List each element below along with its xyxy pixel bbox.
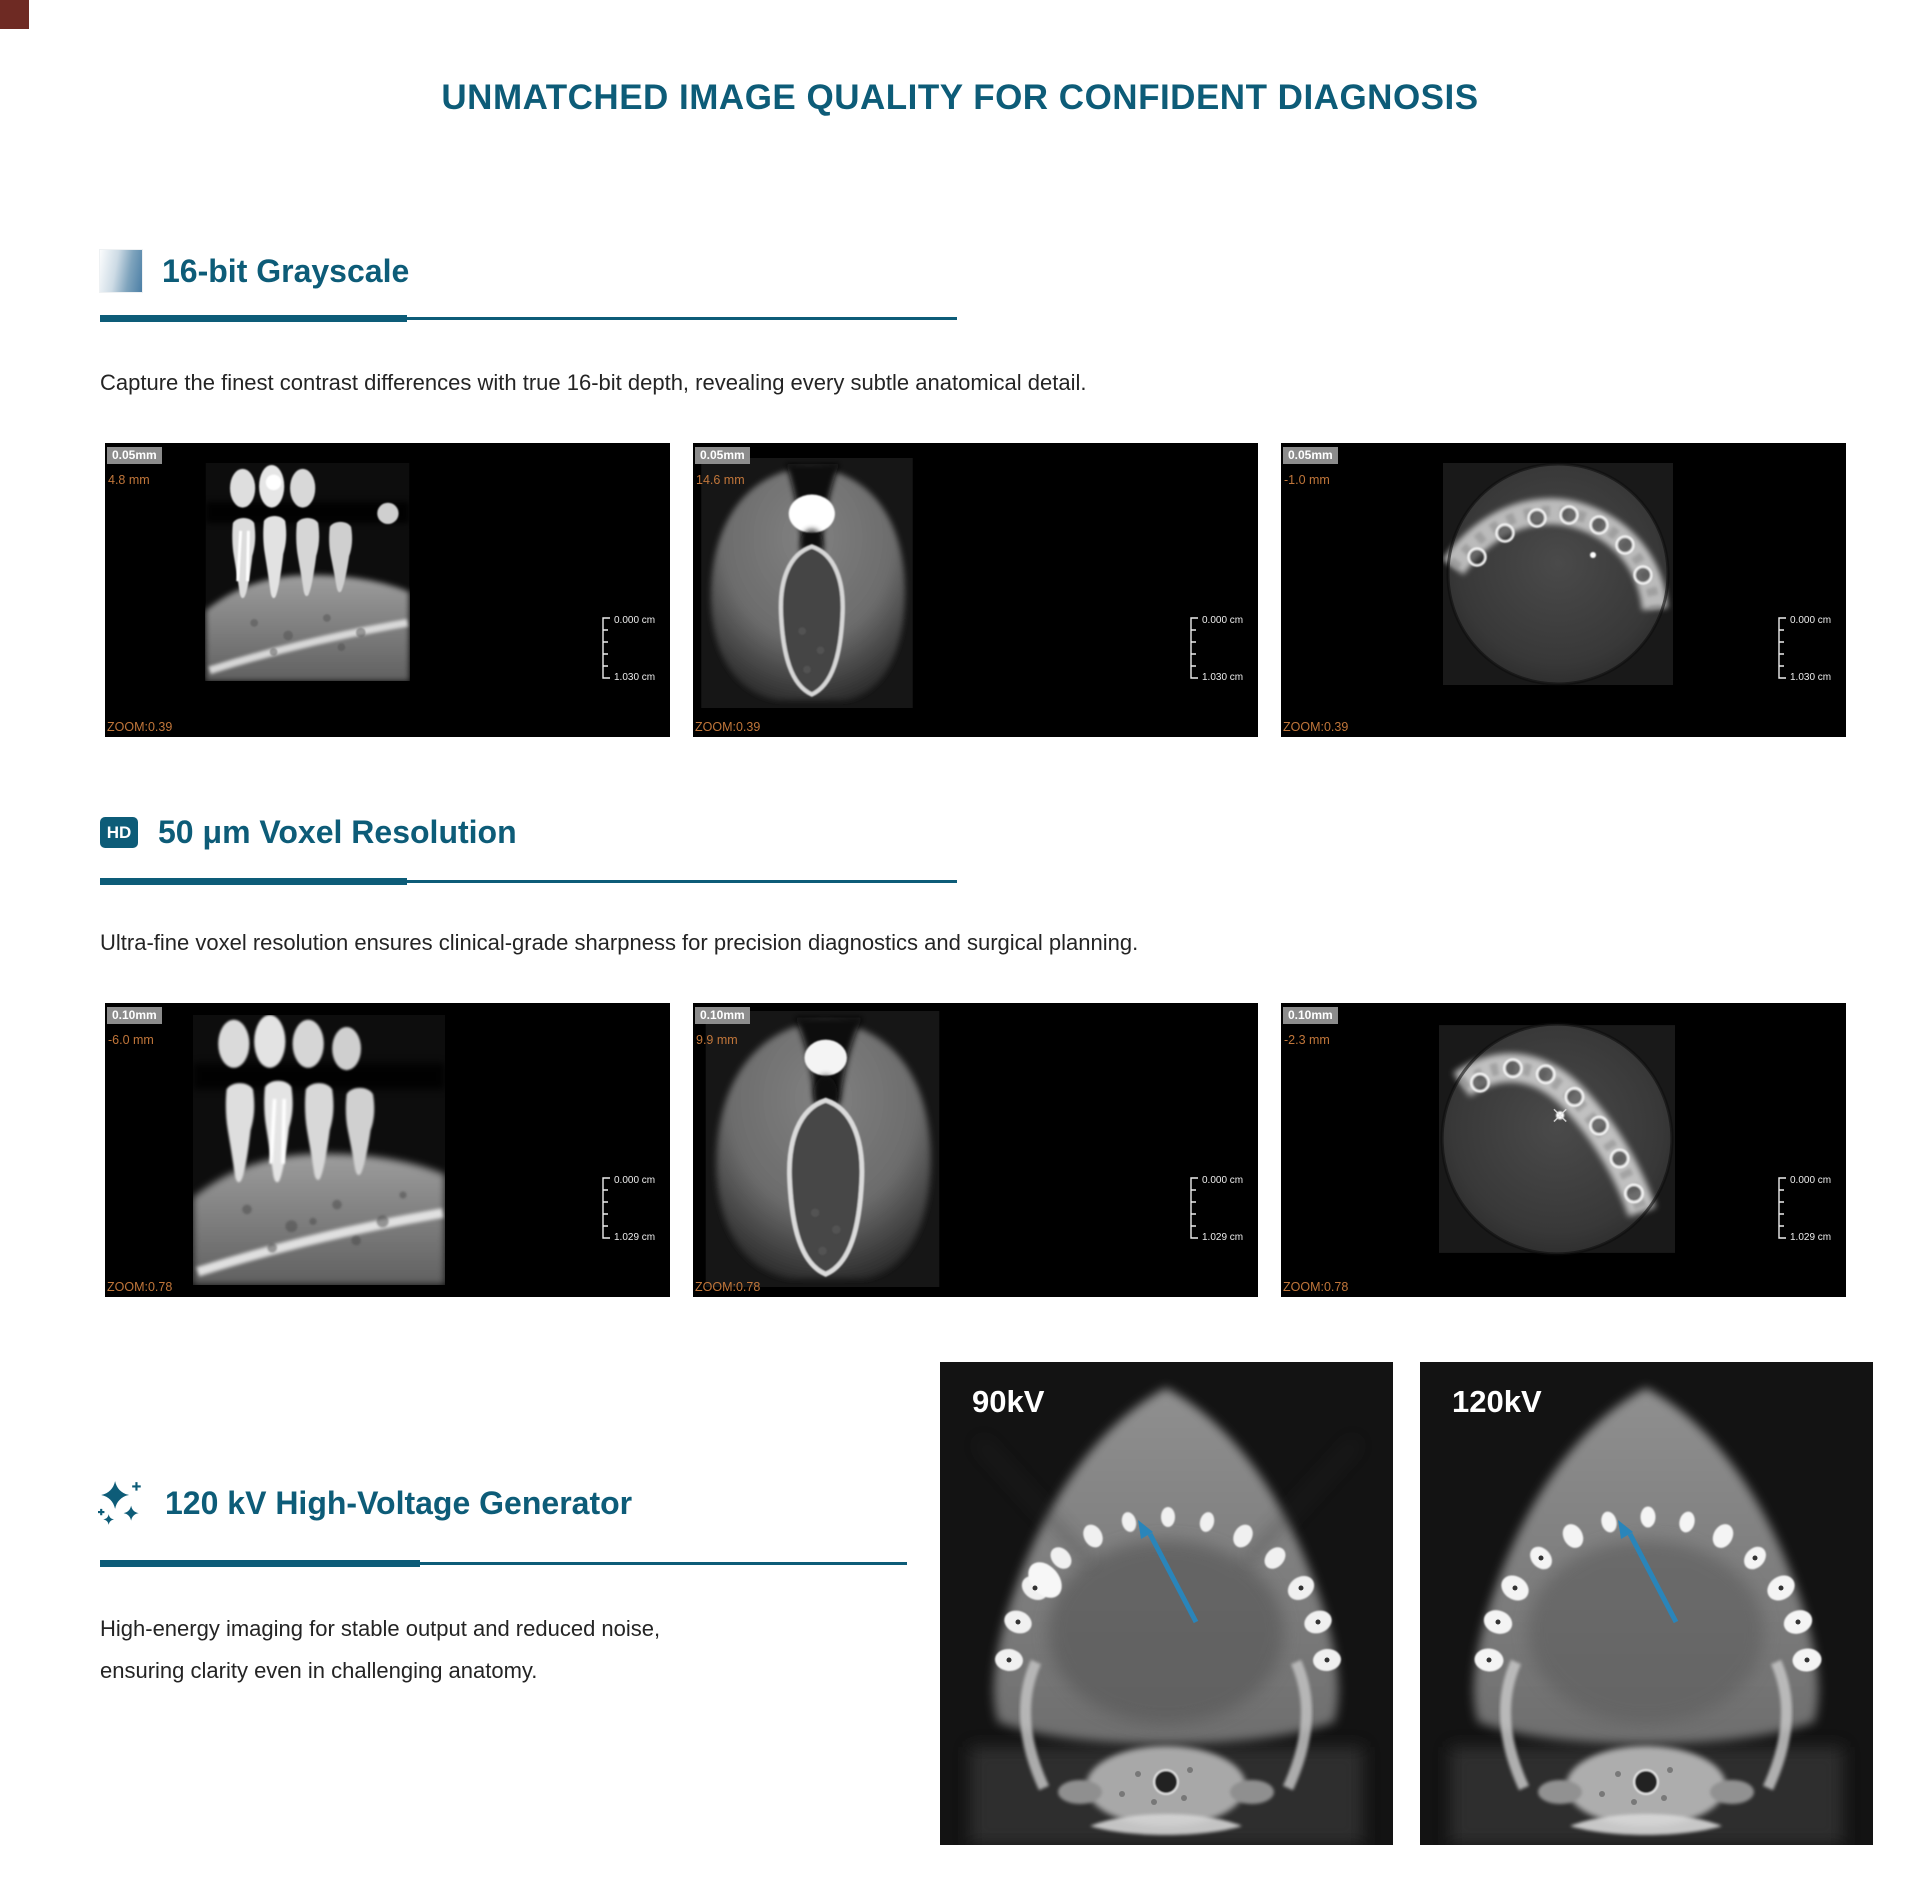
section-generator-header bbox=[98, 1480, 632, 1527]
section-title: 50 μm Voxel Resolution bbox=[158, 814, 517, 850]
zoom-factor-label: ZOOM:0.78 bbox=[107, 1280, 173, 1294]
ct-panel bbox=[105, 443, 670, 737]
scale-top-label: 0.000 cm bbox=[614, 1175, 656, 1186]
zoom-factor-label: ZOOM:0.78 bbox=[695, 1280, 761, 1294]
zoom-factor-label: ZOOM:0.39 bbox=[695, 720, 761, 734]
section-description: Capture the finest contrast differences with true 16-bit depth, revealing every subtle anatomical detail. bbox=[100, 370, 1087, 395]
kv-comparison-image-120 bbox=[1420, 1362, 1873, 1845]
ct-image-axial bbox=[1439, 1021, 1675, 1257]
section-description bbox=[100, 1608, 740, 1692]
slice-thickness-badge: 0.10mm bbox=[695, 1007, 750, 1024]
scale-top-label: 0.000 cm bbox=[1202, 1175, 1244, 1186]
ct-panel bbox=[693, 443, 1258, 737]
page-title: UNMATCHED IMAGE QUALITY FOR CONFIDENT DIAGNOSIS bbox=[441, 78, 1479, 117]
slice-position-label: -1.0 mm bbox=[1284, 473, 1330, 487]
ct-image-cross-section bbox=[705, 1011, 940, 1287]
slice-position-label: 14.6 mm bbox=[696, 473, 745, 487]
ct-image-sagittal bbox=[205, 463, 410, 681]
section-title: 16-bit Grayscale bbox=[162, 252, 410, 289]
kv-comparison-image-90 bbox=[940, 1362, 1393, 1845]
section-grayscale-header bbox=[100, 250, 409, 292]
slice-thickness-badge: 0.05mm bbox=[107, 447, 162, 464]
scale-ruler bbox=[1776, 615, 1842, 685]
ct-panel bbox=[105, 1003, 670, 1297]
axial-ct-120kv bbox=[1420, 1362, 1873, 1845]
slice-position-label: 4.8 mm bbox=[108, 473, 150, 487]
scale-bottom-label: 1.030 cm bbox=[1202, 672, 1244, 683]
slice-thickness-badge: 0.05mm bbox=[1283, 447, 1338, 464]
hd-icon-text: HD bbox=[106, 822, 132, 842]
scale-top-label: 0.000 cm bbox=[1202, 615, 1244, 626]
slice-position-label: -2.3 mm bbox=[1284, 1033, 1330, 1047]
scale-bottom-label: 1.029 cm bbox=[614, 1232, 656, 1243]
scale-top-label: 0.000 cm bbox=[1790, 1175, 1832, 1186]
kv-label: 120kV bbox=[1452, 1384, 1542, 1419]
zoom-factor-label: ZOOM:0.78 bbox=[1283, 1280, 1349, 1294]
description-line: ensuring clarity even in challenging anatomy. bbox=[100, 1658, 538, 1683]
scale-ruler bbox=[1776, 1175, 1842, 1245]
section-description: Ultra-fine voxel resolution ensures clinical-grade sharpness for precision diagnostics and surgical planning. bbox=[100, 930, 1139, 955]
section-underline bbox=[100, 1560, 907, 1567]
section-title: 120 kV High-Voltage Generator bbox=[165, 1485, 633, 1521]
kv-label: 90kV bbox=[972, 1384, 1045, 1419]
slice-thickness-badge: 0.10mm bbox=[1283, 1007, 1338, 1024]
gradient-square-icon bbox=[100, 250, 142, 292]
scale-ruler bbox=[600, 1175, 666, 1245]
hd-icon bbox=[100, 817, 138, 848]
scale-bottom-label: 1.029 cm bbox=[1790, 1232, 1832, 1243]
corner-marker bbox=[0, 0, 29, 29]
slice-thickness-badge: 0.05mm bbox=[695, 447, 750, 464]
section-voxel-header bbox=[100, 814, 517, 851]
sparkles-icon bbox=[98, 1480, 145, 1527]
slice-position-label: -6.0 mm bbox=[108, 1033, 154, 1047]
description-line: High-energy imaging for stable output and reduced noise, bbox=[100, 1616, 661, 1641]
ct-image-cross-section bbox=[701, 458, 913, 708]
slice-position-label: 9.9 mm bbox=[696, 1033, 738, 1047]
scale-bottom-label: 1.030 cm bbox=[614, 672, 656, 683]
ct-panel bbox=[1281, 443, 1846, 737]
ct-panel bbox=[1281, 1003, 1846, 1297]
ct-image-axial bbox=[1443, 459, 1673, 689]
scale-ruler bbox=[1188, 615, 1254, 685]
section-underline bbox=[100, 878, 957, 885]
scale-bottom-label: 1.030 cm bbox=[1790, 672, 1832, 683]
scale-ruler bbox=[600, 615, 666, 685]
scale-top-label: 0.000 cm bbox=[1790, 615, 1832, 626]
scale-bottom-label: 1.029 cm bbox=[1202, 1232, 1244, 1243]
section-underline bbox=[100, 315, 957, 322]
scale-top-label: 0.000 cm bbox=[614, 615, 656, 626]
scale-ruler bbox=[1188, 1175, 1254, 1245]
ct-image-sagittal bbox=[193, 1015, 445, 1285]
zoom-factor-label: ZOOM:0.39 bbox=[107, 720, 173, 734]
slice-thickness-badge: 0.10mm bbox=[107, 1007, 162, 1024]
zoom-factor-label: ZOOM:0.39 bbox=[1283, 720, 1349, 734]
ct-panel bbox=[693, 1003, 1258, 1297]
axial-ct-90kv bbox=[940, 1362, 1393, 1845]
